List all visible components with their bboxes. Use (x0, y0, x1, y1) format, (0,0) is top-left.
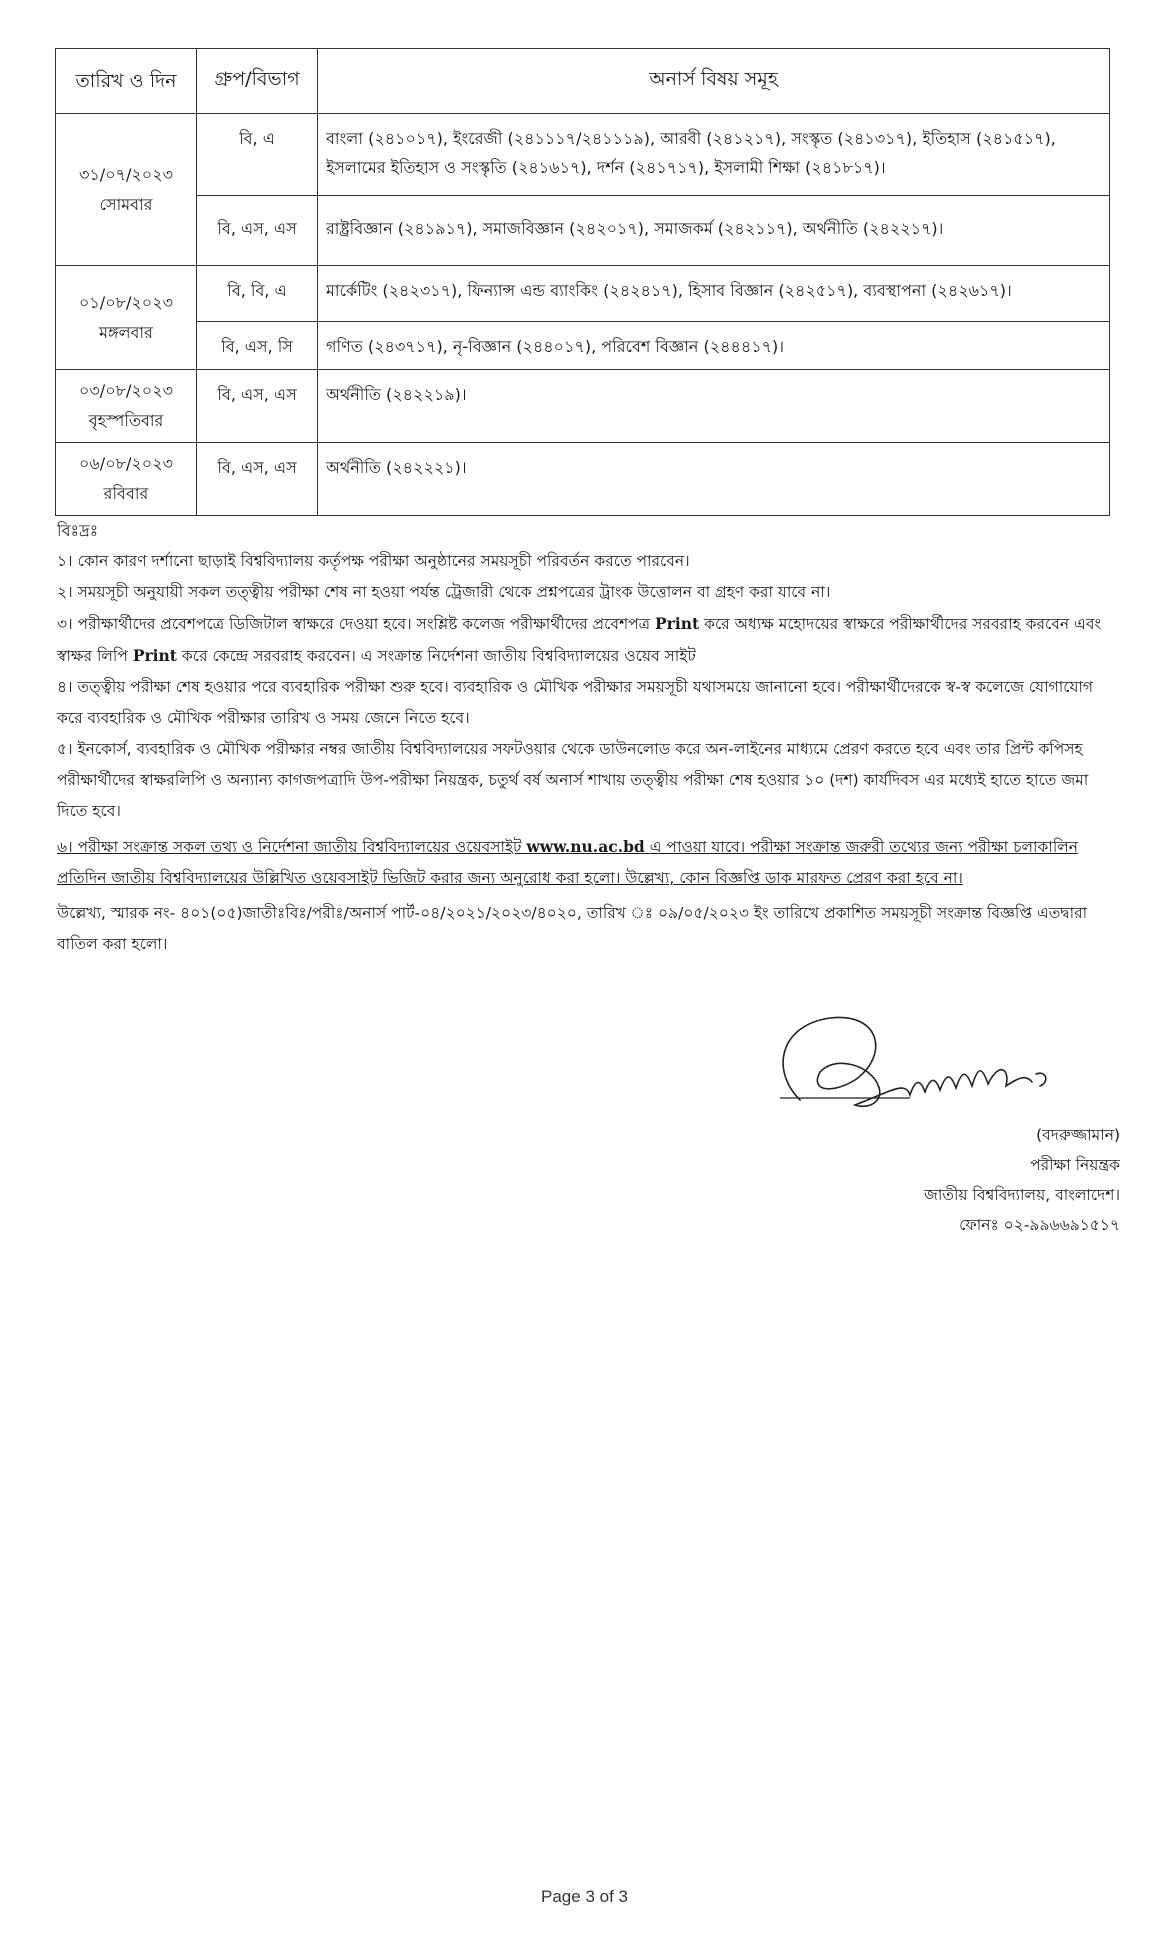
note-3-part-d: করে কেন্দ্রে সরবরাহ করবেন। এ সংক্রান্ত নির্দেশনা জাতীয় বিশ্ববিদ্যালয়ের ওয়েব সাইট (181, 647, 696, 665)
group-cell: বি, এস, এস (197, 196, 318, 266)
group-cell: বি, এ (197, 114, 318, 196)
subjects-cell: রাষ্ট্রবিজ্ঞান (২৪১৯১৭), সমাজবিজ্ঞান (২৪২০১৭), সমাজকর্ম (২৪২১১৭), অর্থনীতি (২৪২২১৭)। (318, 196, 1110, 266)
date-text: ০১/০৮/২০২৩ (79, 292, 173, 312)
note-6 (57, 831, 1107, 894)
note-3 (57, 608, 1107, 672)
note-2: ২। সময়সূচী অনুযায়ী সকল তত্ত্বীয় পরীক্ষা শেষ না হওয়া পর্যন্ত ট্রেজারী থেকে প্রশ্নপত্রের ট্রাংক উত্তোলন বা গ্রহণ করা যাবে না। (57, 583, 831, 601)
table-header-row (56, 49, 1110, 114)
table-row (56, 322, 1110, 370)
group-cell: বি, এস, এস (197, 443, 318, 516)
signature-block (760, 1000, 1120, 1234)
group-cell: বি, এস, এস (197, 370, 318, 443)
reference-note: উল্লেখ্য, স্মারক নং- ৪০১(০৫)জাতীঃবিঃ/পরীঃ/অনার্স পার্ট-০৪/২০২১/২০২৩/৪০২০, তারিখ ঃ ০৯/০৫/২০২৩ ইং তারিখে প্রকাশিত সময়সূচী সংক্রান্ত বিজ্ঞপ্তি এতদ্বারা বাতিল করা হলো। (57, 904, 1088, 953)
note-6-part-b: এ পাওয়া যাবে। পরীক্ষা সংক্রান্ত জরুরী তথ্যের জন্য পরীক্ষা চলাকালিন প্রতিদিন জাতীয় বিশ্ববিদ্যালয়ের উল্লিখিত ওয়েবসাইট ভিজিট করার জন্য অনুরোধ করা হলো। উল্লেখ্য, কোন বিজ্ঞপ্তি ডাক মারফত প্রেরণ করা হবে না। (57, 838, 1079, 887)
note-1: ১। কোন কারণ দর্শানো ছাড়াই বিশ্ববিদ্যালয় কর্তৃপক্ষ পরীক্ষা অনুষ্ঠানের সময়সূচী পরিবর্তন করতে পারবেন। (57, 552, 690, 570)
signature-text (800, 1120, 1120, 1240)
header-date: তারিখ ও দিন (56, 49, 197, 114)
date-cell (56, 266, 197, 370)
note-3-part-b: করে অধ্যক্ষ মহোদয়ের স্বাক্ষরে (704, 615, 885, 633)
print-word: Print (132, 646, 177, 665)
print-word: Print (655, 614, 700, 633)
table-row (56, 114, 1110, 196)
signatory-phone: ফোনঃ ০২-৯৯৬৬৯১৫১৭ (959, 1216, 1120, 1234)
signature-image (760, 1000, 1090, 1120)
day-text: সোমবার (99, 194, 153, 214)
group-cell: বি, বি, এ (197, 266, 318, 322)
subjects-cell: অর্থনীতি (২৪২২২১)। (318, 443, 1110, 516)
day-text: মঙ্গলবার (99, 322, 153, 342)
group-cell: বি, এস, সি (197, 322, 318, 370)
table-row (56, 443, 1110, 516)
note-4 (57, 672, 1107, 734)
subjects-cell: গণিত (২৪৩৭১৭), নৃ-বিজ্ঞান (২৪৪০১৭), পরিবেশ বিজ্ঞান (২৪৪৪১৭)। (318, 322, 1110, 370)
table-row (56, 266, 1110, 322)
note-3-part-c: পরীক্ষার্থীদের সরবরাহ করবেন এবং স্বাক্ষর লিপি (57, 615, 1102, 665)
exam-schedule-table (55, 48, 1110, 516)
date-text: ০৩/০৮/২০২৩ (79, 381, 173, 400)
date-cell (56, 443, 197, 516)
signatory-title: পরীক্ষা নিয়ন্ত্রক (1030, 1156, 1120, 1174)
notes-section (57, 515, 1107, 960)
subjects-cell: অর্থনীতি (২৪২২১৯)। (318, 370, 1110, 443)
signatory-name: (বদরুজ্জামান) (1036, 1126, 1120, 1144)
date-text: ৩১/০৭/২০২৩ (79, 164, 173, 184)
header-subjects: অনার্স বিষয় সমূহ (318, 49, 1110, 114)
note-4-part-b: স্ব-স্ব কলেজে যোগাযোগ করে ব্যবহারিক ও মৌখিক পরীক্ষার তারিখ ও সময় জেনে নিতে হবে। (57, 678, 1094, 727)
date-cell (56, 114, 197, 266)
day-text: রবিবার (103, 484, 149, 503)
page-number: Page 3 of 3 (541, 1887, 628, 1906)
nb-label: বিঃদ্রঃ (57, 521, 99, 540)
note-6-part-a: ৬। পরীক্ষা সংক্রান্ত সকল তথ্য ও নির্দেশনা জাতীয় বিশ্ববিদ্যালয়ের ওয়েবসাইট (57, 838, 522, 856)
date-cell (56, 370, 197, 443)
table-row (56, 196, 1110, 266)
subjects-cell: মার্কেটিং (২৪২৩১৭), ফিন্যান্স এন্ড ব্যাংকিং (২৪২৪১৭), হিসাব বিজ্ঞান (২৪২৫১৭), ব্যবস্থাপনা (২৪২৬১৭)। (318, 266, 1110, 322)
note-5: ৫। ইনকোর্স, ব্যবহারিক ও মৌখিক পরীক্ষার নম্বর জাতীয় বিশ্ববিদ্যালয়ের সফটওয়ার থেকে ডাউনলোড করে অন-লাইনের মাধ্যমে প্রেরণ করতে হবে এবং তার প্রিন্ট কপিসহ পরীক্ষার্থীদের স্বাক্ষরলিপি ও অন্যান্য কাগজপত্রাদি উপ-পরীক্ষা নিয়ন্ত্রক, চতুর্থ বর্ষ অনার্স শাখায় তত্ত্বীয় পরীক্ষা শেষ হওয়ার ১০ (দশ) কার্যদিবস এর মধ্যেই হাতে হাতে জমা দিতে হবে। (57, 740, 1089, 820)
subjects-cell: বাংলা (২৪১০১৭), ইংরেজী (২৪১১১৭/২৪১১১৯), আরবী (২৪১২১৭), সংস্কৃত (২৪১৩১৭), ইতিহাস (২৪১৫১৭), ইসলামের ইতিহাস ও সংস্কৃতি (২৪১৬১৭), দর্শন (২৪১৭১৭), ইসলামী শিক্ষা (২৪১৮১৭)। (318, 114, 1110, 196)
header-group: গ্রুপ/বিভাগ (197, 49, 318, 114)
table-row (56, 370, 1110, 443)
signatory-org: জাতীয় বিশ্ববিদ্যালয়, বাংলাদেশ। (923, 1186, 1120, 1204)
note-3-part-a: ৩। পরীক্ষার্থীদের প্রবেশপত্রে ডিজিটাল স্বাক্ষরে দেওয়া হবে। সংশ্লিষ্ট কলেজ পরীক্ষার্থীদের প্রবেশপত্র (57, 615, 651, 633)
date-text: ০৬/০৮/২০২৩ (79, 454, 173, 473)
note-4-part-a: ৪। তত্ত্বীয় পরীক্ষা শেষ হওয়ার পরে ব্যবহারিক পরীক্ষা শুরু হবে। ব্যবহারিক ও মৌখিক পরীক্ষার সময়সূচী যথাসময়ে জানানো হবে। পরীক্ষার্থীদেরকে (57, 678, 941, 696)
day-text: বৃহস্পতিবার (88, 411, 164, 430)
website-link[interactable]: www.nu.ac.bd (526, 837, 645, 856)
